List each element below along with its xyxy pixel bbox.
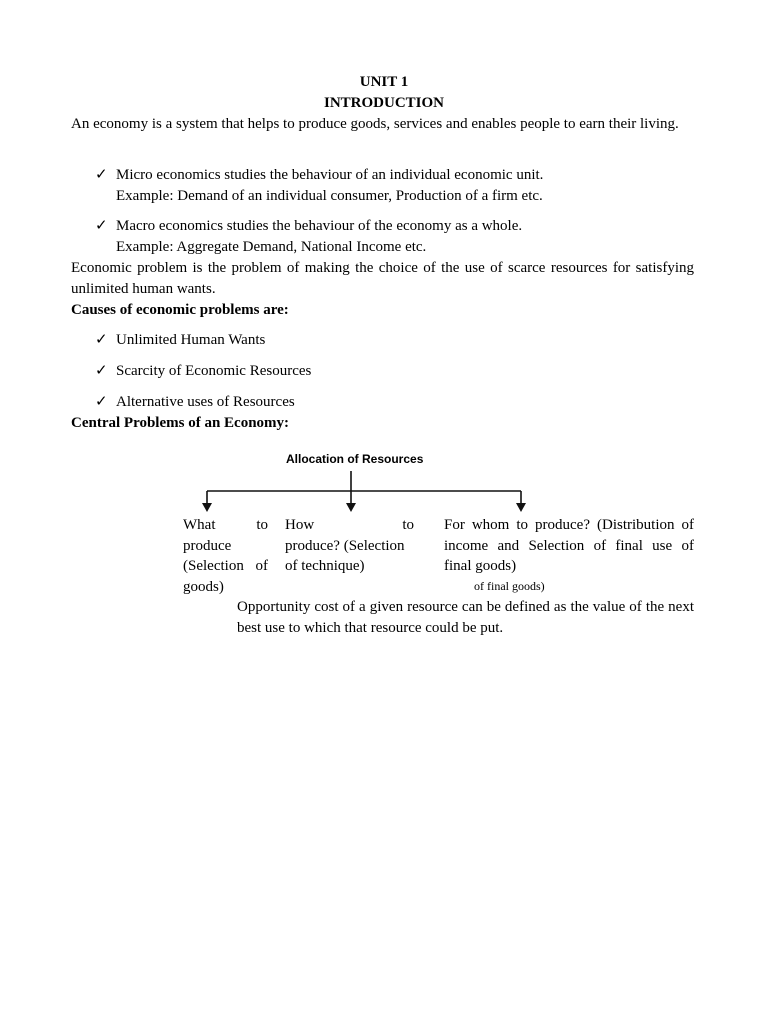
arrow-down-icon bbox=[516, 503, 526, 512]
for-whom-to-produce: For whom to produce? (Distribution of income and Selection of final use of final goods) bbox=[444, 517, 694, 574]
check-mark-icon: ✓ bbox=[95, 167, 108, 183]
macro-example: Example: Aggregate Demand, National Income etc. bbox=[116, 239, 427, 255]
macro-text: Macro economics studies the behaviour of the economy as a whole. bbox=[116, 218, 523, 234]
causes-heading: Causes of economic problems are: bbox=[71, 302, 289, 318]
micro-text: Micro economics studies the behaviour of an individual economic unit. bbox=[116, 167, 544, 183]
micro-example: Example: Demand of an individual consumer, Production of a firm etc. bbox=[116, 188, 543, 204]
check-mark-icon: ✓ bbox=[95, 394, 108, 410]
stray-note: of final goods) bbox=[474, 579, 545, 593]
arrow-down-icon bbox=[346, 503, 356, 512]
check-mark-icon: ✓ bbox=[95, 218, 108, 234]
check-mark-icon: ✓ bbox=[95, 332, 108, 348]
opportunity-cost-text: Opportunity cost of a given resource can be defined as the value of the next best use to which that resource could be put. bbox=[237, 599, 694, 636]
unit-title: UNIT 1 bbox=[359, 74, 409, 90]
economic-problem-paragraph: Economic problem is the problem of making the choice of the use of scarce resources for satisfying unlimited human wants. bbox=[71, 260, 694, 297]
intro-heading: INTRODUCTION bbox=[323, 95, 444, 111]
diagram-title: Allocation of Resources bbox=[286, 452, 424, 466]
what-to-produce: What to produce (Selection of goods) bbox=[183, 517, 268, 595]
how-to-produce: How to produce? (Selection of technique) bbox=[285, 517, 414, 574]
check-mark-icon: ✓ bbox=[95, 363, 108, 379]
cause-item: ✓ Alternative uses of Resources bbox=[95, 392, 295, 413]
cause-item: ✓ Scarcity of Economic Resources bbox=[95, 361, 311, 382]
central-problems-heading: Central Problems of an Economy: bbox=[71, 415, 290, 431]
arrow-down-icon bbox=[202, 503, 212, 512]
intro-paragraph: An economy is a system that helps to produce goods, services and enables people to earn their living. bbox=[71, 116, 679, 132]
cause-item: ✓ Unlimited Human Wants bbox=[95, 330, 265, 351]
